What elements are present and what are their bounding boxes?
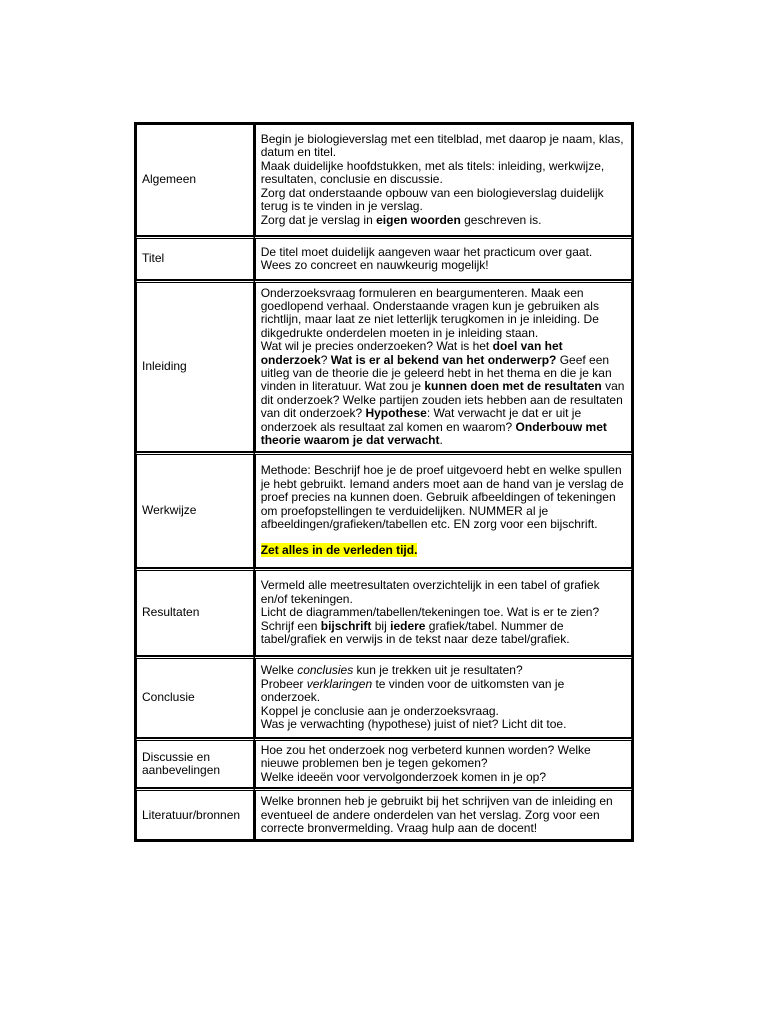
text-segment: De titel moet duidelijk aangeven waar het practicum over gaat. Wees zo concreet en nauwkeurig mogelijk! xyxy=(260,244,593,272)
section-label-cell xyxy=(136,568,254,656)
text-segment: Welke bronnen heb je gebruikt bij het schrijven van de inleiding en eventueel de andere onderdelen van het verslag. Zorg voor een correcte bronvermelding. Vraag hulp aan de docent! xyxy=(260,794,613,835)
description-paragraph xyxy=(261,606,626,646)
report-guidelines-table xyxy=(134,122,634,842)
section-label-cell xyxy=(136,788,254,840)
text-segment: te vinden voor de uitkomsten van je onderzoek. xyxy=(260,676,565,705)
section-label: Discussie en aanbevelingen xyxy=(142,749,221,778)
table-row xyxy=(136,452,632,568)
description-paragraph xyxy=(261,579,626,606)
section-label-cell xyxy=(136,280,254,452)
text-segment: kun je trekken uit je resultaten? xyxy=(353,663,523,678)
table-row xyxy=(136,738,632,788)
description-paragraph xyxy=(261,544,626,557)
description-paragraph xyxy=(261,678,626,705)
section-label: Literatuur/bronnen xyxy=(142,807,241,822)
section-description-cell xyxy=(254,280,632,452)
description-paragraph xyxy=(261,664,626,677)
text-segment: Maak duidelijke hoofdstukken, met als titels: inleiding, werkwijze, resultaten, conclusie en discussie. xyxy=(260,158,605,187)
text-segment: Vermeld alle meetresultaten overzichtelijk in een tabel of grafiek en/of tekeningen. xyxy=(260,578,600,606)
text-segment: grafiek/tabel. Nummer de tabel/grafiek en verwijs in de tekst naar deze tabel/grafiek. xyxy=(260,618,570,647)
section-label-cell xyxy=(136,656,254,738)
description-paragraph xyxy=(261,795,626,835)
text-segment: Onderzoeksvraag formuleren en beargumenteren. Maak een goedlopend verhaal. Onderstaande vragen kun je gebruiken als richtlijn, maar laat ze niet letterlijk terugkomen in je inleiding. De dikgedrukte onderdelen moeten in je inleiding staan. xyxy=(260,285,599,340)
text-segment: Zorg dat onderstaande opbouw van een biologieverslag duidelijk terug is te vinden in je verslag. xyxy=(260,185,604,214)
description-paragraph xyxy=(261,187,626,214)
section-description-cell xyxy=(254,656,632,738)
text-segment: Licht de diagrammen/tabellen/tekeningen toe. Wat is er te zien? Schrijf een xyxy=(260,605,600,633)
text-segment: . xyxy=(439,433,443,448)
table-row xyxy=(136,568,632,656)
description-paragraph xyxy=(261,464,626,531)
section-label-cell xyxy=(136,452,254,568)
description-paragraph xyxy=(261,744,626,771)
text-segment: : Wat verwacht je dat er uit je onderzoek als resultaat zal komen en waarom? xyxy=(260,406,582,434)
text-segment: Hoe zou het onderzoek nog verbeterd kunnen worden? Welke nieuwe problemen ben je tegen gekomen? xyxy=(260,743,591,771)
description-paragraph xyxy=(261,771,626,784)
bold-text: Wat is er al bekend van het onderwerp? xyxy=(330,352,557,367)
section-label: Titel xyxy=(142,251,165,266)
text-segment: ? xyxy=(320,352,331,367)
section-label: Werkwijze xyxy=(142,503,197,518)
table-body xyxy=(136,124,632,840)
bold-text: bijschrift xyxy=(320,618,372,633)
description-paragraph xyxy=(261,718,626,731)
text-segment: Probeer xyxy=(260,676,307,691)
section-label: Resultaten xyxy=(142,605,200,620)
text-segment: bij xyxy=(371,618,391,633)
bold-text: Onderbouw met theorie waarom je dat verwacht xyxy=(260,419,607,448)
text-segment: Koppel je conclusie aan je onderzoeksvraag. xyxy=(260,703,499,718)
bold-text: Hypothese xyxy=(365,406,427,421)
bold-text: kunnen doen met de resultaten xyxy=(424,379,602,394)
section-label: Inleiding xyxy=(142,359,187,374)
description-paragraph xyxy=(261,133,626,160)
italic-text: conclusies xyxy=(297,663,354,678)
bold-text: eigen woorden xyxy=(376,212,461,227)
text-segment: geschreven is. xyxy=(460,212,542,227)
text-segment: Zorg dat je verslag in xyxy=(260,212,377,227)
text-segment: Welke ideeën voor vervolgonderzoek komen in je op? xyxy=(260,769,546,784)
description-paragraph xyxy=(261,246,626,273)
bold-text: iedere xyxy=(390,618,426,633)
description-paragraph xyxy=(261,340,626,447)
section-description-cell xyxy=(254,124,632,236)
text-segment: Was je verwachting (hypothese) juist of niet? Licht dit toe. xyxy=(260,717,567,732)
section-description-cell xyxy=(254,568,632,656)
table-row xyxy=(136,788,632,840)
section-description-cell xyxy=(254,738,632,788)
section-label: Algemeen xyxy=(142,172,197,187)
section-label: Conclusie xyxy=(142,690,195,705)
highlighted-text: Zet alles in de verleden tijd. xyxy=(260,543,418,558)
section-description-cell xyxy=(254,236,632,280)
description-paragraph xyxy=(261,287,626,341)
italic-text: verklaringen xyxy=(306,676,373,691)
table-row xyxy=(136,124,632,236)
description-paragraph xyxy=(261,214,626,227)
section-label-cell xyxy=(136,124,254,236)
table-row xyxy=(136,656,632,738)
description-paragraph xyxy=(261,705,626,718)
bold-text: doel van het onderzoek xyxy=(260,339,563,367)
section-label-cell xyxy=(136,738,254,788)
text-segment: Methode: Beschrijf hoe je de proef uitgevoerd hebt en welke spullen je hebt gebruikt. Iemand anders moet aan de hand van je verslag de proef precies na kunnen doen. Gebruik afbeeldingen of tekeningen om proefopstellingen te verduidelijken. NUMMER al je afbeeldingen/grafieken/tabellen etc. EN zorg voor een bijschrift. xyxy=(260,463,624,531)
section-description-cell xyxy=(254,788,632,840)
text-segment: Begin je biologieverslag met een titelblad, met daarop je naam, klas, datum en titel. xyxy=(260,132,624,160)
description-paragraph xyxy=(261,160,626,187)
section-label-cell xyxy=(136,236,254,280)
table-row xyxy=(136,280,632,452)
table-row xyxy=(136,236,632,280)
text-segment: van dit onderzoek? Welke partijen zouden iets hebben aan de resultaten van dit onderzoek? xyxy=(260,379,625,421)
text-segment: Welke xyxy=(260,663,298,678)
text-segment: Geef een uitleg van de theorie die je geleerd hebt in het thema en die je kan vinden in literatuur. Wat zou je xyxy=(260,352,612,394)
section-description-cell xyxy=(254,452,632,568)
text-segment: Wat wil je precies onderzoeken? Wat is het xyxy=(260,339,493,354)
